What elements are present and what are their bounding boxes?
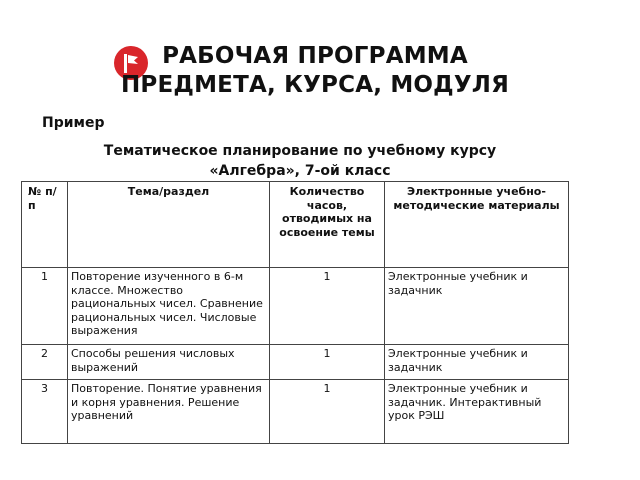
row-hours: 1 [270, 268, 385, 345]
table-row [22, 268, 569, 345]
caption-line-1: Тематическое планирование по учебному курсу [103, 143, 497, 159]
row-materials: Электронные учебник и задачник. Интерактивный урок РЭШ [385, 380, 569, 444]
row-topic: Способы решения числовых выражений [68, 345, 270, 380]
row-topic: Повторение. Понятие уравнения и корня уравнения. Решение уравнений [68, 380, 270, 444]
row-hours: 1 [270, 345, 385, 380]
row-materials: Электронные учебник и задачник [385, 268, 569, 345]
title-line-1: РАБОЧАЯ ПРОГРАММА [162, 43, 468, 69]
table-header-row [22, 182, 569, 268]
table-row [22, 380, 569, 444]
caption-line-2: «Алгебра», 7-ой класс [209, 163, 391, 179]
table-caption [40, 141, 560, 181]
planning-table [21, 181, 569, 444]
row-materials: Электронные учебник и задачник [385, 345, 569, 380]
row-number: 1 [22, 268, 68, 345]
header-hours: Количество часов, отводимых на освоение темы [270, 182, 385, 268]
header-topic: Тема/раздел [68, 182, 270, 268]
page-title [100, 42, 530, 100]
header-materials: Электронные учебно-методические материалы [385, 182, 569, 268]
title-line-2: ПРЕДМЕТА, КУРСА, МОДУЛЯ [120, 72, 510, 98]
example-label: Пример [42, 115, 105, 131]
row-number: 2 [22, 345, 68, 380]
row-number: 3 [22, 380, 68, 444]
row-hours: 1 [270, 380, 385, 444]
table-row [22, 345, 569, 380]
row-topic: Повторение изученного в 6-м классе. Множество рациональных чисел. Сравнение рациональных чисел. Числовые выражения [68, 268, 270, 345]
header-number: № п/п [22, 182, 68, 268]
